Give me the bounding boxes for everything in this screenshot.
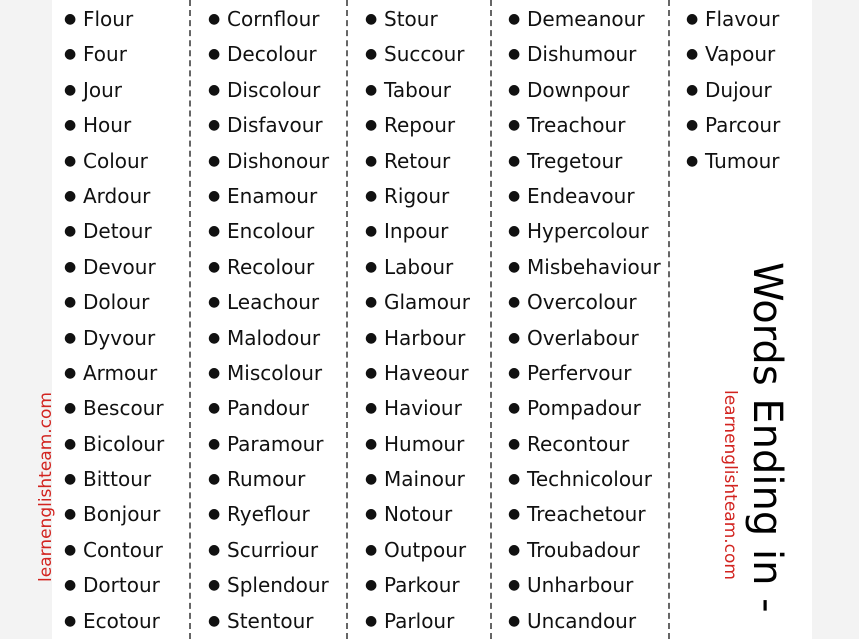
- bullet-icon: ●: [208, 506, 221, 523]
- bullet-icon: ●: [508, 46, 521, 63]
- bullet-icon: ●: [508, 117, 521, 134]
- bullet-icon: ●: [64, 577, 77, 594]
- word-list-item: [364, 37, 470, 72]
- bullet-icon: ●: [508, 471, 521, 488]
- right-margin-strip: [812, 0, 859, 639]
- column-divider: [490, 0, 492, 639]
- word-list-item: [364, 497, 470, 532]
- word-list-item: [207, 285, 329, 320]
- column-divider: [346, 0, 348, 639]
- word-text: Parkour: [384, 573, 460, 598]
- bullet-icon: ●: [365, 81, 378, 98]
- bullet-icon: ●: [208, 577, 221, 594]
- word-list-item: [207, 427, 329, 462]
- word-list-item: [507, 37, 661, 72]
- word-list-item: [207, 462, 329, 497]
- word-text: Treachour: [527, 113, 626, 138]
- bullet-icon: ●: [508, 541, 521, 558]
- word-text: Hour: [83, 113, 132, 138]
- word-text: Hypercolour: [527, 219, 649, 244]
- word-text: Overlabour: [527, 325, 639, 350]
- word-list-item: [364, 321, 470, 356]
- bullet-icon: ●: [64, 187, 77, 204]
- word-list-item: [207, 497, 329, 532]
- page-title: Words Ending in -: [744, 262, 790, 613]
- word-list-item: [364, 391, 470, 426]
- word-list-item: [507, 462, 661, 497]
- word-text: Pompadour: [527, 396, 641, 421]
- word-list-item: [507, 214, 661, 249]
- word-list-item: [507, 250, 661, 285]
- bullet-icon: ●: [208, 294, 221, 311]
- word-text: Detour: [83, 219, 152, 244]
- word-text: Cornflour: [227, 7, 320, 31]
- bullet-icon: ●: [365, 541, 378, 558]
- word-text: Colour: [83, 148, 148, 173]
- word-text: Treachetour: [527, 502, 646, 527]
- bullet-icon: ●: [365, 435, 378, 452]
- bullet-icon: ●: [365, 46, 378, 63]
- word-column-4: [507, 2, 661, 639]
- bullet-icon: ●: [64, 117, 77, 134]
- word-list-item: [364, 214, 470, 249]
- word-list-item: [63, 568, 164, 603]
- bullet-icon: ●: [64, 46, 77, 63]
- bullet-icon: ●: [208, 81, 221, 98]
- word-text: Technicolour: [527, 467, 652, 492]
- word-list-item: [364, 604, 470, 639]
- bullet-icon: ●: [686, 46, 699, 63]
- word-text: Demeanour: [527, 7, 645, 31]
- bullet-icon: ●: [208, 11, 221, 27]
- word-text: Bonjour: [83, 502, 161, 527]
- word-text: Decolour: [227, 42, 317, 67]
- word-text: Tabour: [384, 77, 451, 102]
- word-column-1: [63, 2, 164, 639]
- word-text: Scurriour: [227, 537, 319, 562]
- word-list-item: [207, 144, 329, 179]
- word-text: Rigour: [384, 183, 450, 208]
- word-list-item: [207, 250, 329, 285]
- word-text: Labour: [384, 254, 454, 279]
- word-text: Bittour: [83, 467, 152, 492]
- bullet-icon: ●: [64, 11, 77, 27]
- word-text: Glamour: [384, 290, 470, 315]
- word-text: Misbehaviour: [527, 254, 661, 279]
- word-list-item: [63, 108, 164, 143]
- word-text: Repour: [384, 113, 456, 138]
- word-list-item: [507, 356, 661, 391]
- word-text: Bescour: [83, 396, 164, 421]
- word-text: Dortour: [83, 573, 160, 598]
- bullet-icon: ●: [686, 81, 699, 98]
- bullet-icon: ●: [64, 81, 77, 98]
- word-text: Armour: [83, 360, 158, 385]
- bullet-icon: ●: [208, 400, 221, 417]
- word-text: Rumour: [227, 467, 306, 492]
- bullet-icon: ●: [208, 612, 221, 629]
- bullet-icon: ●: [365, 152, 378, 169]
- watermark-site-left: learnenglishteam.com: [36, 392, 56, 582]
- word-list-item: [63, 604, 164, 639]
- word-text: Malodour: [227, 325, 321, 350]
- word-text: Perfervour: [527, 360, 632, 385]
- word-text: Disfavour: [227, 113, 323, 138]
- bullet-icon: ●: [64, 294, 77, 311]
- bullet-icon: ●: [64, 152, 77, 169]
- word-text: Recontour: [527, 431, 630, 456]
- word-list-item: [207, 568, 329, 603]
- word-list-item: [685, 108, 780, 143]
- word-list-item: [364, 73, 470, 108]
- word-column-3: [364, 2, 470, 639]
- bullet-icon: ●: [686, 11, 699, 27]
- bullet-icon: ●: [365, 471, 378, 488]
- word-text: Stentour: [227, 608, 314, 633]
- bullet-icon: ●: [208, 258, 221, 275]
- word-text: Retour: [384, 148, 451, 173]
- word-text: Bicolour: [83, 431, 165, 456]
- word-text: Splendour: [227, 573, 329, 598]
- bullet-icon: ●: [508, 152, 521, 169]
- bullet-icon: ●: [365, 329, 378, 346]
- bullet-icon: ●: [64, 435, 77, 452]
- word-text: Overcolour: [527, 290, 637, 315]
- word-list-item: [63, 179, 164, 214]
- bullet-icon: ●: [208, 223, 221, 240]
- word-text: Haviour: [384, 396, 462, 421]
- bullet-icon: ●: [208, 152, 221, 169]
- word-list-item: [364, 2, 470, 37]
- bullet-icon: ●: [508, 187, 521, 204]
- bullet-icon: ●: [365, 294, 378, 311]
- word-list-item: [207, 179, 329, 214]
- word-text: Humour: [384, 431, 465, 456]
- word-text: Mainour: [384, 467, 465, 492]
- bullet-icon: ●: [208, 435, 221, 452]
- word-list-item: [507, 604, 661, 639]
- watermark-site-right: learnenglishteam.com: [720, 390, 740, 580]
- word-list-item: [207, 533, 329, 568]
- bullet-icon: ●: [686, 152, 699, 169]
- bullet-icon: ●: [64, 400, 77, 417]
- column-divider: [668, 0, 670, 639]
- bullet-icon: ●: [508, 329, 521, 346]
- bullet-icon: ●: [365, 364, 378, 381]
- bullet-icon: ●: [508, 81, 521, 98]
- word-text: Dishonour: [227, 148, 330, 173]
- word-text: Dyvour: [83, 325, 156, 350]
- word-list-item: [364, 427, 470, 462]
- word-list-item: [364, 108, 470, 143]
- word-list-item: [364, 285, 470, 320]
- word-text: Endeavour: [527, 183, 635, 208]
- word-text: Notour: [384, 502, 453, 527]
- word-text: Ardour: [83, 183, 151, 208]
- word-text: Dolour: [83, 290, 150, 315]
- word-list-item: [685, 2, 780, 37]
- word-list-item: [507, 2, 661, 37]
- word-list-item: [63, 356, 164, 391]
- word-list-item: [63, 321, 164, 356]
- word-list-item: [507, 73, 661, 108]
- word-list-item: [63, 427, 164, 462]
- word-list-item: [207, 214, 329, 249]
- word-list-item: [207, 73, 329, 108]
- word-list-item: [207, 356, 329, 391]
- bullet-icon: ●: [64, 329, 77, 346]
- bullet-icon: ●: [508, 258, 521, 275]
- bullet-icon: ●: [508, 223, 521, 240]
- word-text: Discolour: [227, 77, 321, 102]
- word-list-item: [507, 144, 661, 179]
- word-list-item: [685, 37, 780, 72]
- column-divider: [189, 0, 191, 639]
- bullet-icon: ●: [508, 400, 521, 417]
- word-text: Troubadour: [527, 537, 640, 562]
- word-list-item: [63, 285, 164, 320]
- word-list-item: [207, 2, 329, 37]
- word-list-item: [63, 533, 164, 568]
- word-list-item: [207, 108, 329, 143]
- word-text: Unharbour: [527, 573, 634, 598]
- bullet-icon: ●: [365, 612, 378, 629]
- word-text: Succour: [384, 42, 465, 67]
- word-list-item: [364, 250, 470, 285]
- bullet-icon: ●: [64, 471, 77, 488]
- bullet-icon: ●: [365, 223, 378, 240]
- word-text: Parcour: [705, 113, 781, 138]
- word-text: Devour: [83, 254, 156, 279]
- bullet-icon: ●: [365, 187, 378, 204]
- bullet-icon: ●: [508, 364, 521, 381]
- word-list-item: [63, 37, 164, 72]
- word-column-2: [207, 2, 329, 639]
- word-list-item: [63, 497, 164, 532]
- word-text: Flour: [83, 7, 134, 31]
- word-list-item: [364, 568, 470, 603]
- bullet-icon: ●: [508, 612, 521, 629]
- word-list-item: [207, 604, 329, 639]
- bullet-icon: ●: [208, 541, 221, 558]
- word-list-item: [207, 37, 329, 72]
- word-list-item: [63, 2, 164, 37]
- word-text: Dujour: [705, 77, 772, 102]
- bullet-icon: ●: [508, 11, 521, 27]
- word-text: Tumour: [705, 148, 780, 173]
- word-list-item: [507, 391, 661, 426]
- bullet-icon: ●: [365, 11, 378, 27]
- word-list-item: [364, 462, 470, 497]
- bullet-icon: ●: [208, 187, 221, 204]
- word-list-item: [63, 214, 164, 249]
- word-list-item: [364, 356, 470, 391]
- bullet-icon: ●: [64, 541, 77, 558]
- word-list-item: [364, 533, 470, 568]
- bullet-icon: ●: [208, 364, 221, 381]
- word-text: Leachour: [227, 290, 320, 315]
- word-list-item: [685, 144, 780, 179]
- word-list-item: [63, 462, 164, 497]
- bullet-icon: ●: [208, 329, 221, 346]
- word-list-item: [63, 144, 164, 179]
- bullet-icon: ●: [508, 294, 521, 311]
- word-list-item: [507, 533, 661, 568]
- word-text: Ecotour: [83, 608, 160, 633]
- word-list-item: [364, 179, 470, 214]
- word-text: Flavour: [705, 7, 780, 31]
- bullet-icon: ●: [365, 577, 378, 594]
- word-text: Parlour: [384, 608, 455, 633]
- word-list-item: [63, 250, 164, 285]
- word-text: Miscolour: [227, 360, 323, 385]
- bullet-icon: ●: [64, 364, 77, 381]
- bullet-icon: ●: [686, 117, 699, 134]
- word-list-item: [507, 427, 661, 462]
- bullet-icon: ●: [365, 506, 378, 523]
- word-text: Contour: [83, 537, 163, 562]
- bullet-icon: ●: [208, 471, 221, 488]
- bullet-icon: ●: [508, 435, 521, 452]
- word-list-item: [507, 568, 661, 603]
- word-list-item: [207, 391, 329, 426]
- bullet-icon: ●: [64, 612, 77, 629]
- word-column-5: [685, 2, 780, 179]
- word-text: Pandour: [227, 396, 309, 421]
- word-list-item: [207, 321, 329, 356]
- bullet-icon: ●: [64, 506, 77, 523]
- word-text: Outpour: [384, 537, 467, 562]
- word-text: Four: [83, 42, 127, 67]
- word-text: Ryeflour: [227, 502, 310, 527]
- bullet-icon: ●: [64, 223, 77, 240]
- word-list-item: [63, 391, 164, 426]
- word-list-item: [507, 497, 661, 532]
- word-text: Haveour: [384, 360, 469, 385]
- bullet-icon: ●: [365, 117, 378, 134]
- word-list-item: [364, 144, 470, 179]
- word-text: Jour: [83, 77, 123, 102]
- word-text: Encolour: [227, 219, 315, 244]
- word-text: Paramour: [227, 431, 324, 456]
- word-text: Recolour: [227, 254, 315, 279]
- word-text: Uncandour: [527, 608, 637, 633]
- word-text: Downpour: [527, 77, 630, 102]
- bullet-icon: ●: [365, 258, 378, 275]
- bullet-icon: ●: [508, 506, 521, 523]
- word-list-item: [685, 73, 780, 108]
- word-text: Stour: [384, 7, 438, 31]
- word-list-item: [63, 73, 164, 108]
- word-text: Tregetour: [527, 148, 623, 173]
- word-list-item: [507, 179, 661, 214]
- word-list-item: [507, 285, 661, 320]
- word-text: Harbour: [384, 325, 466, 350]
- word-text: Vapour: [705, 42, 776, 67]
- word-list-item: [507, 321, 661, 356]
- bullet-icon: ●: [508, 577, 521, 594]
- bullet-icon: ●: [208, 117, 221, 134]
- bullet-icon: ●: [365, 400, 378, 417]
- word-text: Dishumour: [527, 42, 637, 67]
- word-text: Inpour: [384, 219, 449, 244]
- bullet-icon: ●: [64, 258, 77, 275]
- word-list-item: [507, 108, 661, 143]
- word-text: Enamour: [227, 183, 318, 208]
- bullet-icon: ●: [208, 46, 221, 63]
